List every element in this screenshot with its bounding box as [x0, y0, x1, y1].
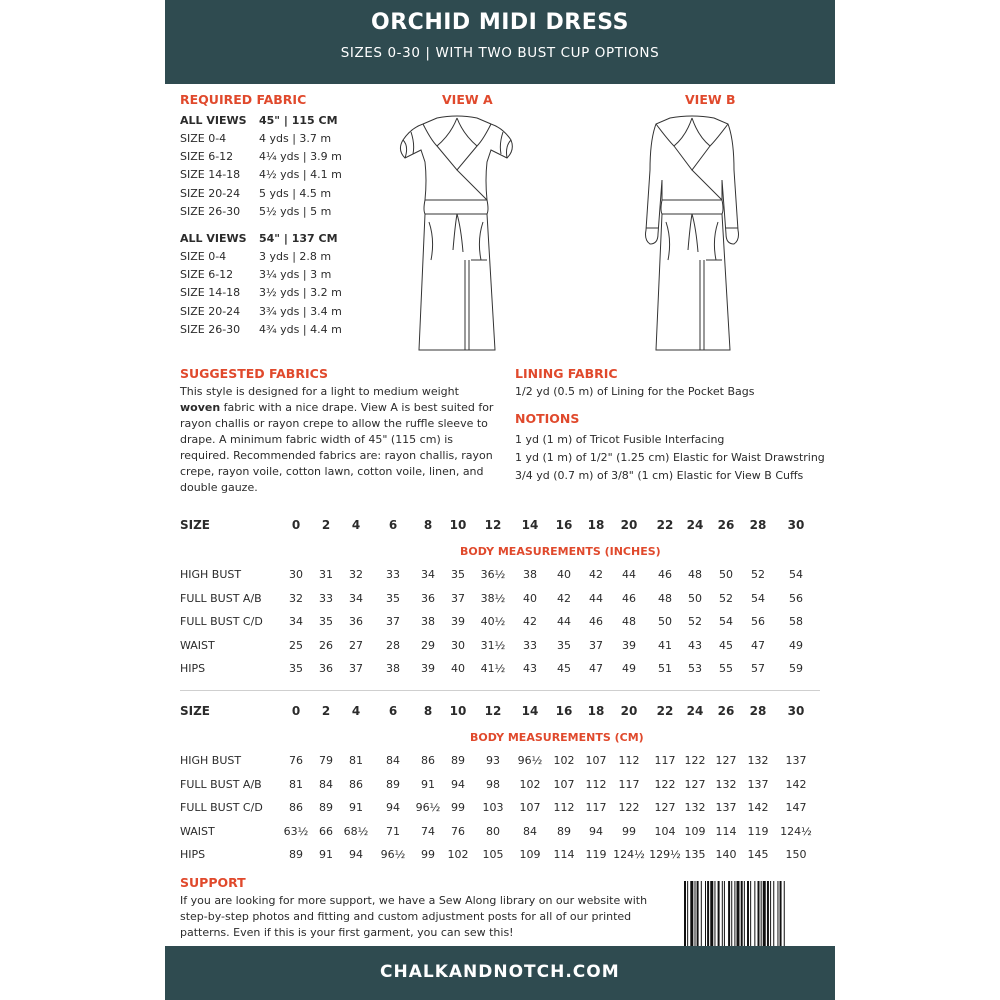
measurement-cell: 55	[719, 662, 733, 675]
notions-title: NOTIONS	[515, 411, 580, 426]
size-column-header: 0	[291, 518, 301, 532]
fabric-amount: 3½ yds | 3.2 m	[259, 286, 342, 300]
size-column-header: 28	[749, 518, 767, 532]
measurement-cell: 57	[751, 662, 765, 675]
measurement-cell: 36	[319, 662, 333, 675]
measurement-cell: 38	[523, 568, 537, 581]
measurement-cell: 117	[654, 754, 676, 767]
measurement-cell: 137	[747, 777, 769, 791]
measurement-cell: 33	[386, 568, 400, 581]
measurement-cell: 117	[585, 801, 607, 814]
fabric-size: SIZE 26-30	[180, 322, 241, 336]
measurement-cell: 89	[557, 824, 571, 838]
measurement-cell: 46	[658, 568, 672, 581]
measurement-label: WAIST	[180, 824, 215, 838]
measurement-cell: 36	[421, 591, 435, 605]
measurement-cell: 122	[654, 777, 676, 791]
measurement-cell: 35	[557, 638, 571, 652]
suggested-text-part1: This style is designed for a light to medium weight	[180, 385, 459, 398]
notion-item: 1 yd (1 m) of Tricot Fusible Interfacing	[515, 433, 725, 446]
measurement-cell: 49	[622, 662, 636, 675]
measurement-cell: 91	[349, 801, 363, 814]
measurement-label: HIGH BUST	[180, 754, 242, 767]
measurement-cell: 104	[654, 824, 676, 838]
fabric-size: SIZE 20-24	[180, 186, 241, 200]
fabric-size: SIZE 14-18	[180, 286, 241, 300]
suggested-fabrics-title: SUGGESTED FABRICS	[180, 366, 328, 381]
measurement-cell: 99	[622, 824, 636, 838]
measurement-cell: 93	[486, 754, 500, 767]
size-column-header: 0	[291, 704, 301, 718]
measurement-cell: 35	[386, 591, 400, 605]
measurement-cell: 142	[747, 801, 769, 814]
fabric-size: SIZE 0-4	[180, 132, 227, 145]
size-column-header: 8	[423, 518, 433, 532]
website-link[interactable]: CHALKANDNOTCH.COM	[380, 962, 620, 982]
measurement-cell: 80	[486, 824, 500, 838]
measurement-cell: 43	[688, 638, 702, 652]
view-a-label: VIEW A	[442, 92, 493, 107]
pattern-title: ORCHID MIDI DRESS	[371, 10, 629, 35]
table-row	[180, 615, 820, 631]
measurement-cell: 142	[785, 777, 807, 791]
measurement-cell: 42	[557, 591, 571, 605]
fabric-size: SIZE 6-12	[180, 268, 234, 282]
size-column-header: 20	[620, 518, 638, 532]
measurement-cell: 68½	[343, 824, 369, 838]
support-title: SUPPORT	[180, 875, 246, 890]
size-label: SIZE	[180, 518, 211, 532]
measurement-cell: 127	[684, 777, 706, 791]
measurement-cell: 114	[553, 848, 575, 861]
measurement-cell: 91	[319, 848, 333, 861]
cm-table-caption: BODY MEASUREMENTS (CM)	[470, 731, 644, 744]
measurement-label: HIPS	[180, 848, 206, 861]
measurement-cell: 38	[386, 662, 400, 675]
measurement-cell: 119	[747, 824, 769, 838]
measurement-cell: 54	[789, 568, 803, 581]
size-column-header: 30	[787, 518, 805, 532]
measurement-cell: 46	[622, 591, 636, 605]
measurement-cell: 27	[349, 638, 363, 652]
fabric-size: SIZE 0-4	[180, 250, 227, 263]
measurement-cell: 48	[622, 615, 636, 628]
size-column-header: 18	[587, 518, 605, 532]
table-row	[180, 825, 820, 841]
fabric-amount: 3¼ yds | 3 m	[259, 268, 332, 282]
header-banner	[165, 0, 835, 84]
table-row	[180, 568, 820, 584]
measurement-cell: 31	[319, 568, 333, 581]
measurement-cell: 99	[451, 801, 465, 814]
measurement-cell: 79	[319, 754, 333, 767]
inches-size-header-row	[180, 518, 820, 534]
measurement-cell: 112	[553, 801, 575, 814]
suggested-text-bold: woven	[180, 401, 221, 414]
table-row	[180, 848, 820, 864]
table-row	[180, 662, 820, 678]
measurement-label: FULL BUST C/D	[180, 801, 263, 814]
measurement-cell: 147	[785, 801, 807, 814]
measurement-cell: 35	[451, 568, 465, 581]
measurement-cell: 94	[589, 824, 603, 838]
measurement-cell: 84	[386, 754, 400, 767]
size-column-header: 28	[749, 704, 767, 718]
measurement-cell: 56	[751, 615, 765, 628]
size-column-header: 14	[521, 518, 539, 532]
measurement-cell: 37	[589, 638, 603, 652]
view-b-label: VIEW B	[685, 92, 736, 107]
table-row	[180, 592, 820, 608]
measurement-cell: 38½	[480, 591, 506, 605]
measurement-cell: 102	[519, 777, 541, 791]
measurement-cell: 94	[386, 801, 400, 814]
fabric-amount: 3 yds | 2.8 m	[259, 250, 332, 263]
size-column-header: 24	[686, 518, 704, 532]
measurement-cell: 76	[289, 754, 303, 767]
measurement-cell: 84	[319, 777, 333, 791]
measurement-cell: 48	[658, 591, 672, 605]
table-row	[180, 639, 820, 655]
measurement-cell: 91	[421, 777, 435, 791]
fabric-amount: 5½ yds | 5 m	[259, 204, 332, 218]
pattern-subtitle: SIZES 0-30 | WITH TWO BUST CUP OPTIONS	[340, 45, 660, 61]
measurement-cell: 51	[658, 662, 672, 675]
size-column-header: 2	[321, 704, 331, 718]
measurement-cell: 140	[715, 848, 737, 861]
size-column-header: 8	[423, 704, 433, 718]
measurement-label: FULL BUST C/D	[180, 615, 263, 628]
required-fabric-title: REQUIRED FABRIC	[180, 92, 307, 107]
measurement-cell: 132	[684, 801, 706, 814]
measurement-cell: 29	[421, 638, 435, 652]
measurement-cell: 56	[789, 591, 803, 605]
measurement-cell: 40½	[480, 615, 506, 628]
measurement-cell: 96½	[380, 848, 406, 861]
measurement-cell: 33	[319, 591, 333, 605]
measurement-cell: 54	[751, 591, 765, 605]
fabric-group1-label: ALL VIEWS	[180, 114, 247, 127]
measurement-cell: 37	[349, 662, 363, 675]
measurement-cell: 45	[719, 638, 733, 652]
size-column-header: 16	[555, 704, 573, 718]
measurement-cell: 109	[519, 848, 541, 861]
measurement-cell: 30	[289, 568, 303, 581]
measurement-cell: 150	[785, 848, 807, 861]
suggested-fabrics-text	[180, 384, 500, 496]
measurement-cell: 54	[719, 615, 733, 628]
fabric-size: SIZE 26-30	[180, 204, 241, 218]
measurement-cell: 44	[557, 615, 571, 628]
measurement-cell: 107	[519, 801, 541, 814]
size-column-header: 30	[787, 704, 805, 718]
size-column-header: 10	[449, 518, 467, 532]
measurement-cell: 76	[451, 824, 465, 838]
measurement-cell: 37	[451, 591, 465, 605]
fabric-group2-label: ALL VIEWS	[180, 232, 247, 245]
support-text: If you are looking for more support, we have a Sew Along library on our website with step-by-step photos and fitting and custom adjustment posts for all of our printed patterns. Even if this is your first garment, you can sew this!	[180, 894, 648, 939]
measurement-cell: 47	[589, 662, 603, 675]
size-column-header: 16	[555, 518, 573, 532]
measurement-cell: 35	[289, 662, 303, 675]
table-row	[180, 778, 820, 794]
fabric-amount: 4½ yds | 4.1 m	[259, 168, 342, 182]
measurement-cell: 112	[585, 777, 607, 791]
measurement-cell: 86	[349, 777, 363, 791]
size-column-header: 10	[449, 704, 467, 718]
measurement-cell: 132	[747, 754, 769, 767]
measurement-cell: 127	[654, 801, 676, 814]
measurement-cell: 26	[319, 638, 333, 652]
lining-fabric-text: 1/2 yd (0.5 m) of Lining for the Pocket Bags	[515, 385, 755, 398]
measurement-cell: 41½	[480, 662, 506, 675]
table-row	[180, 801, 820, 817]
measurement-cell: 50	[658, 615, 672, 628]
measurement-cell: 117	[618, 777, 640, 791]
measurement-cell: 52	[751, 568, 765, 581]
measurement-label: FULL BUST A/B	[180, 591, 262, 605]
size-column-header: 12	[484, 518, 502, 532]
measurement-cell: 46	[589, 615, 603, 628]
measurement-cell: 53	[688, 662, 702, 675]
measurement-cell: 30	[451, 638, 465, 652]
measurement-cell: 58	[789, 615, 803, 628]
measurement-label: HIPS	[180, 662, 206, 675]
size-column-header: 6	[388, 704, 398, 718]
measurement-cell: 32	[349, 568, 363, 581]
measurement-cell: 36½	[480, 568, 506, 581]
measurement-cell: 39	[622, 638, 636, 652]
size-column-header: 4	[351, 518, 361, 532]
notion-item: 3/4 yd (0.7 m) of 3/8" (1 cm) Elastic for View B Cuffs	[515, 469, 804, 482]
fabric-amount: 5 yds | 4.5 m	[259, 186, 332, 200]
measurement-cell: 42	[523, 615, 537, 628]
table-row	[180, 754, 820, 770]
measurement-cell: 47	[751, 638, 765, 652]
measurement-cell: 40	[451, 662, 465, 675]
fabric-amount: 3¾ yds | 3.4 m	[259, 304, 342, 318]
measurement-cell: 37	[386, 615, 400, 628]
fabric-size: SIZE 14-18	[180, 168, 241, 182]
measurement-cell: 103	[482, 801, 504, 814]
measurement-cell: 74	[421, 824, 435, 838]
measurement-cell: 129½	[649, 848, 681, 861]
measurement-cell: 124½	[780, 824, 812, 838]
fabric-group2-width: 54" | 137 CM	[259, 232, 338, 245]
measurement-cell: 66	[319, 824, 333, 838]
size-column-header: 22	[656, 704, 674, 718]
measurement-cell: 89	[451, 754, 465, 767]
measurement-cell: 137	[715, 801, 737, 814]
measurement-cell: 122	[684, 754, 706, 767]
measurement-cell: 34	[349, 591, 363, 605]
measurement-cell: 42	[589, 568, 603, 581]
fabric-size: SIZE 20-24	[180, 304, 241, 318]
measurement-cell: 86	[421, 754, 435, 767]
measurement-cell: 107	[553, 777, 575, 791]
measurement-cell: 94	[349, 848, 363, 861]
measurement-cell: 96½	[415, 801, 441, 814]
fabric-amount: 4¼ yds | 3.9 m	[259, 150, 342, 164]
size-column-header: 26	[717, 518, 735, 532]
measurement-cell: 32	[289, 591, 303, 605]
size-column-header: 20	[620, 704, 638, 718]
measurement-cell: 38	[421, 615, 435, 628]
measurement-cell: 39	[451, 615, 465, 628]
measurement-cell: 50	[688, 591, 702, 605]
measurement-cell: 34	[421, 568, 435, 581]
measurement-cell: 98	[486, 777, 500, 791]
measurement-cell: 50	[719, 568, 733, 581]
size-column-header: 12	[484, 704, 502, 718]
measurement-cell: 45	[557, 662, 571, 675]
measurement-cell: 48	[688, 568, 702, 581]
measurement-cell: 127	[715, 754, 737, 767]
measurement-cell: 119	[585, 848, 607, 861]
measurement-cell: 122	[618, 801, 640, 814]
measurement-cell: 44	[622, 568, 636, 581]
size-label: SIZE	[180, 704, 211, 718]
measurement-cell: 40	[523, 591, 537, 605]
size-column-header: 22	[656, 518, 674, 532]
fabric-group1-width: 45" | 115 CM	[259, 114, 338, 127]
size-column-header: 4	[351, 704, 361, 718]
measurement-cell: 49	[789, 638, 803, 652]
measurement-cell: 102	[447, 848, 469, 861]
measurement-label: HIGH BUST	[180, 568, 242, 581]
measurement-cell: 107	[585, 754, 607, 767]
measurement-cell: 33	[523, 638, 537, 652]
fabric-size: SIZE 6-12	[180, 150, 234, 164]
table-divider	[180, 690, 820, 691]
fabric-amount: 4¾ yds | 4.4 m	[259, 322, 342, 336]
measurement-cell: 41	[658, 638, 672, 652]
measurement-cell: 89	[319, 801, 333, 814]
measurement-cell: 59	[789, 662, 803, 675]
measurement-cell: 84	[523, 824, 537, 838]
measurement-cell: 145	[747, 848, 769, 861]
suggested-text-part2: fabric with a nice drape. View A is best suited for rayon challis or rayon crepe to allow the ruffle sleeve to drape. A minimum fabric width of 45" (115 cm) is required. Recommended fabrics are: rayon challis, rayon crepe, rayon voile, cotton lawn, cotton voile, linen, and double gauze.	[180, 401, 494, 494]
measurement-cell: 31½	[480, 638, 506, 652]
measurement-cell: 52	[688, 615, 702, 628]
measurement-cell: 43	[523, 662, 537, 675]
measurement-label: WAIST	[180, 638, 215, 652]
measurement-cell: 102	[553, 754, 575, 767]
measurement-cell: 99	[421, 848, 435, 861]
measurement-cell: 52	[719, 591, 733, 605]
measurement-cell: 63½	[283, 824, 309, 838]
measurement-cell: 34	[289, 615, 303, 628]
measurement-cell: 36	[349, 615, 363, 628]
notion-item: 1 yd (1 m) of 1/2" (1.25 cm) Elastic for Waist Drawstring	[515, 451, 825, 464]
measurement-cell: 86	[289, 801, 303, 814]
inches-table-caption: BODY MEASUREMENTS (INCHES)	[460, 545, 661, 558]
measurement-cell: 39	[421, 662, 435, 675]
measurement-label: FULL BUST A/B	[180, 777, 262, 791]
size-column-header: 14	[521, 704, 539, 718]
fabric-amount: 4 yds | 3.7 m	[259, 132, 332, 145]
measurement-cell: 105	[482, 848, 504, 861]
measurement-cell: 28	[386, 638, 400, 652]
measurement-cell: 132	[715, 777, 737, 791]
measurement-cell: 114	[715, 824, 737, 838]
measurement-cell: 44	[589, 591, 603, 605]
measurement-cell: 89	[386, 777, 400, 791]
notions-list	[515, 431, 835, 485]
cm-size-header-row	[180, 704, 820, 720]
measurement-cell: 71	[386, 824, 400, 838]
size-column-header: 6	[388, 518, 398, 532]
size-column-header: 2	[321, 518, 331, 532]
measurement-cell: 96½	[517, 754, 543, 767]
view-b-dress-illustration	[630, 110, 755, 360]
size-column-header: 18	[587, 704, 605, 718]
measurement-cell: 81	[349, 754, 363, 767]
lining-fabric-title: LINING FABRIC	[515, 366, 618, 381]
measurement-cell: 137	[785, 754, 807, 767]
size-column-header: 26	[717, 704, 735, 718]
size-column-header: 24	[686, 704, 704, 718]
measurement-cell: 40	[557, 568, 571, 581]
measurement-cell: 135	[684, 848, 706, 861]
measurement-cell: 25	[289, 638, 303, 652]
measurement-cell: 124½	[613, 848, 645, 861]
measurement-cell: 109	[684, 824, 706, 838]
measurement-cell: 89	[289, 848, 303, 861]
measurement-cell: 35	[319, 615, 333, 628]
measurement-cell: 81	[289, 777, 303, 791]
measurement-cell: 112	[618, 754, 640, 767]
footer-banner	[165, 946, 835, 1000]
measurement-cell: 94	[451, 777, 465, 791]
view-a-dress-illustration	[395, 110, 520, 360]
